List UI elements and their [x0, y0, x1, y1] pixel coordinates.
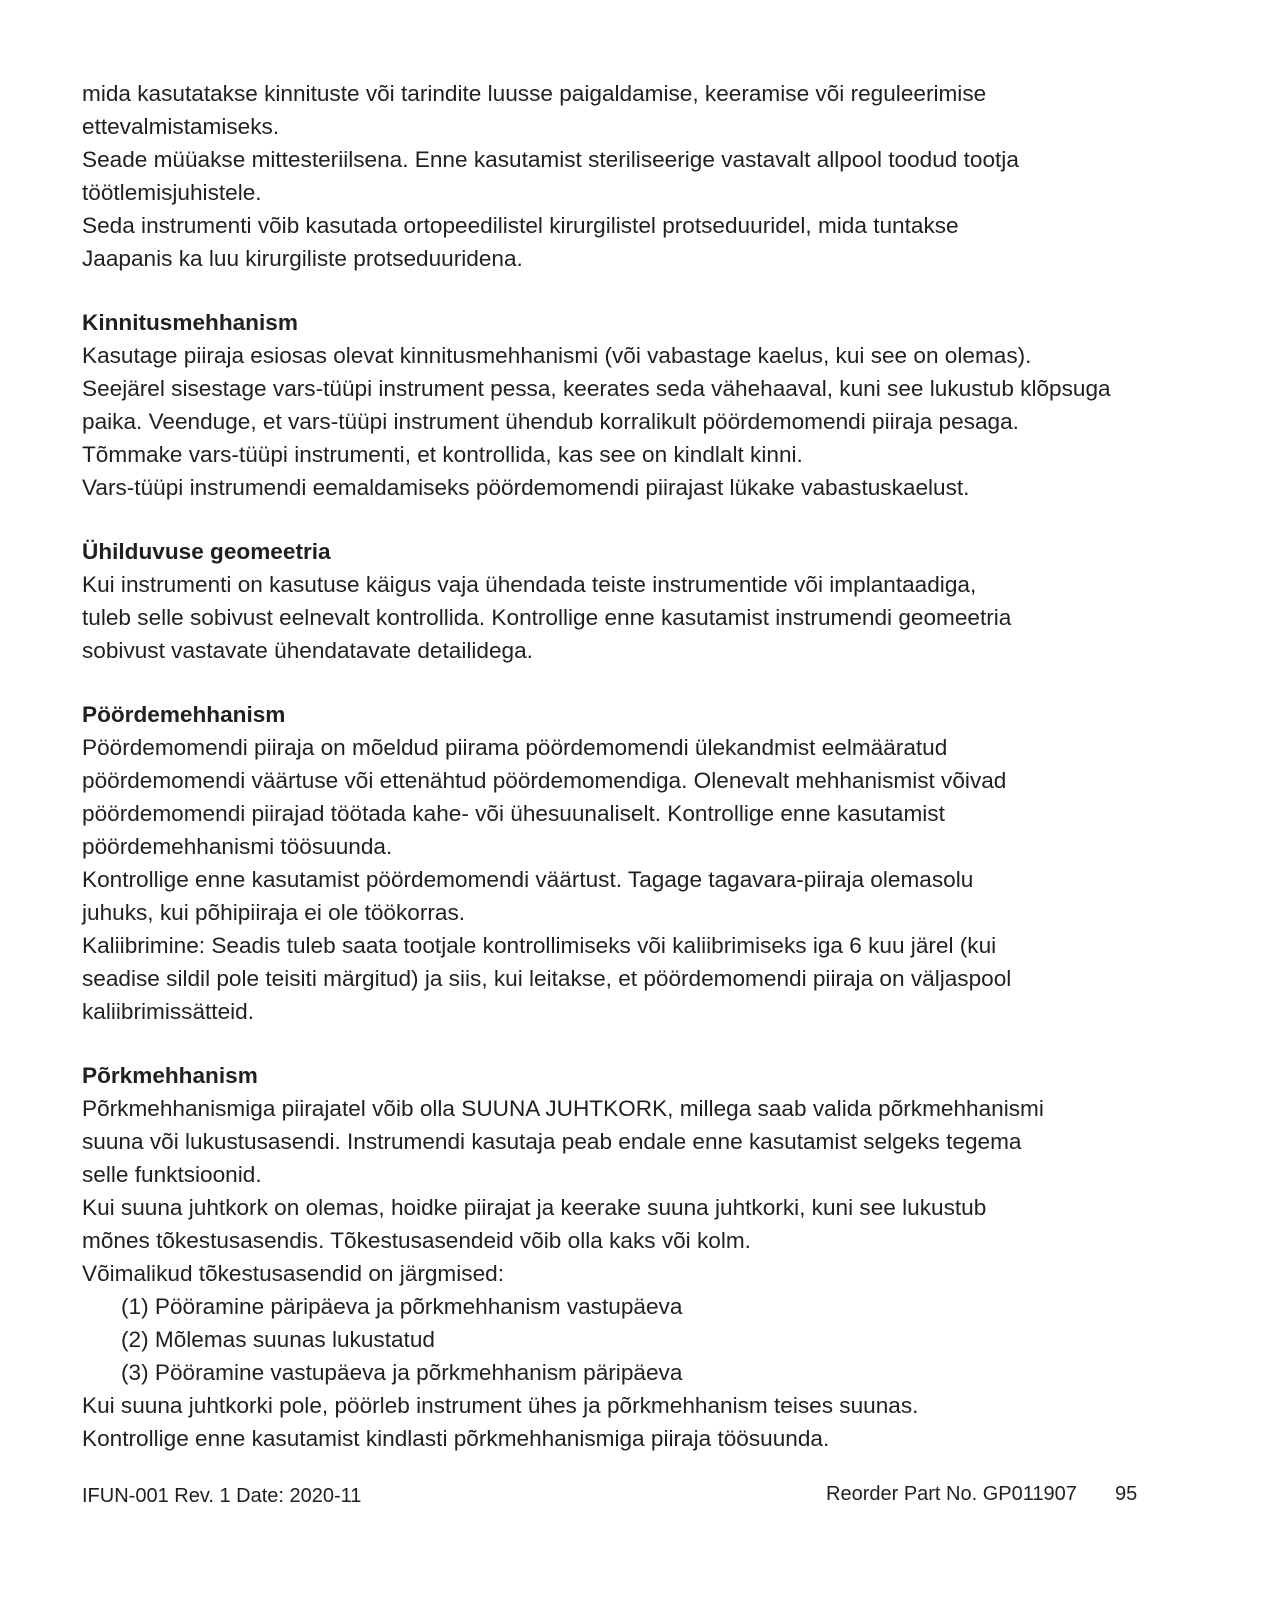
document-body [82, 77, 1192, 1455]
text-line: Võimalikud tõkestusasendid on järgmised: [82, 1261, 504, 1286]
text-line: tuleb selle sobivust eelnevalt kontrollida. Kontrollige enne kasutamist instrumendi geomeetria [82, 605, 1012, 630]
text-line: pöördemehhanismi töösuunda. [82, 834, 393, 859]
text-line: Tõmmake vars-tüüpi instrumenti, et kontrollida, kas see on kindlalt kinni. [82, 442, 803, 467]
section-kinnitusmehhanism [82, 306, 1192, 504]
text-line: Kaliibrimine: Seadis tuleb saata tootjale kontrollimiseks või kaliibrimiseks iga 6 kuu järel (kui [82, 933, 997, 958]
text-line: kaliibrimissätteid. [82, 999, 255, 1024]
list-item: (3) Pööramine vastupäeva ja põrkmehhanism päripäeva [121, 1360, 683, 1385]
section-porkmehhanism [82, 1059, 1192, 1455]
text-line: paika. Veenduge, et vars-tüüpi instrument ühendub korralikult pöördemomendi piiraja pesaga. [82, 409, 1019, 434]
list-item: (1) Pööramine päripäeva ja põrkmehhanism vastupäeva [121, 1294, 683, 1319]
section-uhilduvuse-geomeetria [82, 535, 1192, 667]
text-line: Kui suuna juhtkorki pole, pöörleb instrument ühes ja põrkmehhanism teises suunas. [82, 1393, 919, 1418]
text-line: suuna või lukustusasendi. Instrumendi kasutaja peab endale enne kasutamist selgeks tegema [82, 1129, 1022, 1154]
position-list [82, 1290, 1192, 1389]
text-line: Kui suuna juhtkork on olemas, hoidke piirajat ja keerake suuna juhtkorki, kuni see lukustub [82, 1195, 987, 1220]
text-line: seadise sildil pole teisiti märgitud) ja siis, kui leitakse, et pöördemomendi piiraja on väljaspool [82, 966, 1012, 991]
reorder-part-number: Reorder Part No. GP011907 [826, 1483, 1077, 1505]
section-heading: Kinnitusmehhanism [82, 310, 298, 335]
text-line: ettevalmistamiseks. [82, 114, 280, 139]
text-line: sobivust vastavate ühendatavate detailidega. [82, 638, 533, 663]
text-line: Põrkmehhanismiga piirajatel võib olla SUUNA JUHTKORK, millega saab valida põrkmehhanismi [82, 1096, 1044, 1121]
section-heading: Pöördemehhanism [82, 702, 286, 727]
section-poordemehhanism [82, 698, 1192, 1028]
intro-paragraph [82, 77, 1192, 275]
list-item: (2) Mõlemas suunas lukustatud [121, 1327, 435, 1352]
text-line: Kasutage piiraja esiosas olevat kinnitusmehhanismi (või vabastage kaelus, kui see on olemas). [82, 343, 1032, 368]
text-line: Seejärel sisestage vars-tüüpi instrument pessa, keerates seda vähehaaval, kuni see lukustub klõpsuga [82, 376, 1111, 401]
text-line: Pöördemomendi piiraja on mõeldud piirama pöördemomendi ülekandmist eelmääratud [82, 735, 948, 760]
text-line: Kontrollige enne kasutamist kindlasti põrkmehhanismiga piiraja töösuunda. [82, 1426, 830, 1451]
text-line: Seade müüakse mittesteriilsena. Enne kasutamist steriliseerige vastavalt allpool toodud tootja [82, 147, 1019, 172]
text-line: Vars-tüüpi instrumendi eemaldamiseks pöördemomendi piirajast lükake vabastuskaelust. [82, 475, 970, 500]
text-line: selle funktsioonid. [82, 1162, 262, 1187]
text-line: juhuks, kui põhipiiraja ei ole töökorras. [82, 900, 466, 925]
text-line: pöördemomendi piirajad töötada kahe- või ühesuunaliselt. Kontrollige enne kasutamist [82, 801, 945, 826]
text-line: Kui instrumenti on kasutuse käigus vaja ühendada teiste instrumentide või implantaadiga, [82, 572, 977, 597]
section-heading: Põrkmehhanism [82, 1063, 258, 1088]
section-heading: Ühilduvuse geomeetria [82, 539, 331, 564]
text-line: töötlemisjuhistele. [82, 180, 262, 205]
text-line: Jaapanis ka luu kirurgiliste protseduuridena. [82, 246, 523, 271]
text-line: Kontrollige enne kasutamist pöördemomendi väärtust. Tagage tagavara-piiraja olemasolu [82, 867, 974, 892]
page-number: 95 [1115, 1483, 1138, 1505]
text-line: mida kasutatakse kinnituste või tarindite luusse paigaldamise, keeramise või reguleerimise [82, 81, 987, 106]
text-line: mõnes tõkestusasendis. Tõkestusasendeid võib olla kaks või kolm. [82, 1228, 751, 1253]
document-id: IFUN-001 Rev. 1 Date: 2020-11 [82, 1485, 362, 1507]
text-line: pöördemomendi väärtuse või ettenähtud pöördemomendiga. Olenevalt mehhanismist võivad [82, 768, 1007, 793]
text-line: Seda instrumenti võib kasutada ortopeedilistel kirurgilistel protseduuridel, mida tuntakse [82, 213, 959, 238]
